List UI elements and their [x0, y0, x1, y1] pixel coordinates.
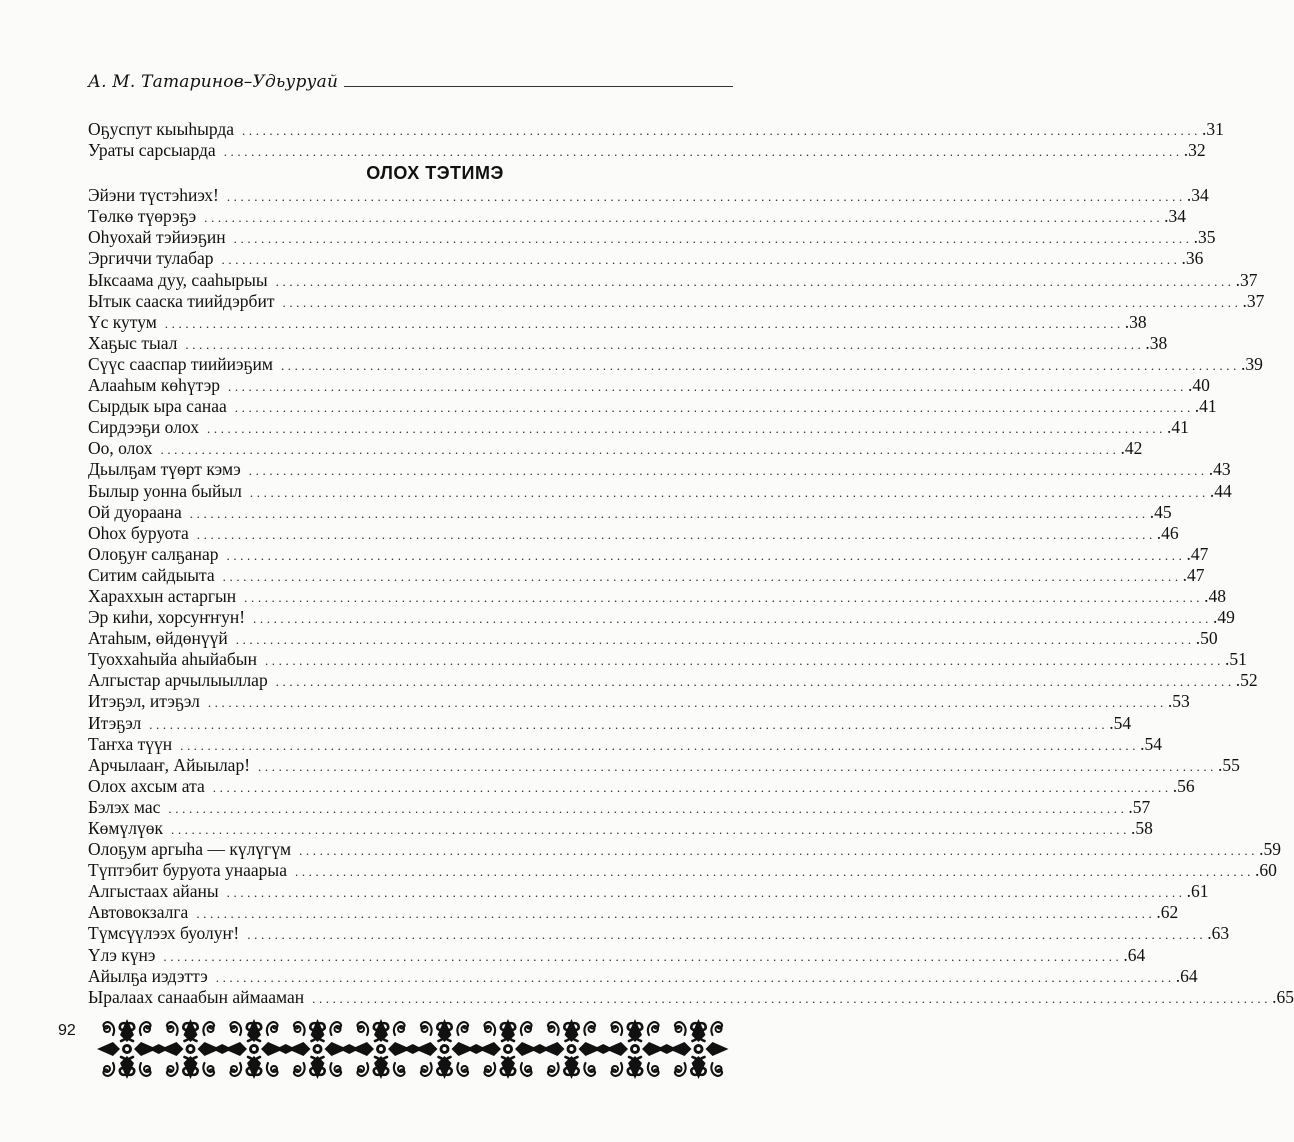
- toc-entry-page: .41: [1194, 396, 1217, 417]
- toc-entry-title: Ситим сайдыыта: [88, 564, 215, 585]
- ornament-motif: [97, 1019, 157, 1079]
- dot-leader: ............................................................................................................................................: [294, 864, 1254, 880]
- toc-entry-title: Ой дуораана: [88, 501, 182, 522]
- toc-entry: [88, 860, 1277, 881]
- toc-entry: [88, 818, 1153, 839]
- toc-entry-title: Былыр уонна быйыл: [88, 480, 242, 501]
- toc-entry-page: .34: [1186, 185, 1209, 206]
- toc-entry-page: .63: [1207, 923, 1230, 944]
- toc-entry-page: .42: [1120, 438, 1143, 459]
- toc-entry-page: .56: [1172, 775, 1195, 796]
- toc-entry-title: Таҥха түүн: [88, 733, 173, 754]
- toc-entry: [88, 881, 1209, 902]
- toc-entry-page: .38: [1124, 311, 1147, 332]
- toc-entry-title: Эргиччи тулабар: [88, 248, 214, 269]
- toc-entry-title: Ытык сааска тиийдэрбит: [88, 290, 275, 311]
- toc-entry-title: Оһуохай тэйиэҕин: [88, 227, 226, 248]
- toc-entry-page: .32: [1183, 140, 1206, 161]
- toc-entry-title: Сирдээҕи олох: [88, 417, 199, 438]
- toc-entry: [88, 607, 1235, 628]
- author-name: А. М. Татаринов–Удьуруай: [88, 72, 339, 92]
- dot-leader: ............................................................................................................................................: [227, 379, 1187, 395]
- toc-entry-title: Автовокзалга: [88, 902, 189, 923]
- dot-leader: ............................................................................................................................................: [275, 273, 1235, 289]
- toc-entry-title: Ыралаах санаабын аймааман: [88, 986, 305, 1007]
- toc-entry-page: .61: [1186, 881, 1209, 902]
- toc-entry: [88, 775, 1195, 797]
- toc-entry-title: Олоҕуҥ салҕанар: [88, 543, 219, 564]
- toc-entry-page: .54: [1140, 733, 1162, 754]
- toc-entry-title: Дьылҕам түөрт кэмэ: [88, 459, 241, 480]
- toc-entry-page: .65: [1272, 986, 1294, 1007]
- ornament-border: [95, 1014, 733, 1084]
- toc-entry-page: .47: [1186, 543, 1209, 564]
- toc-entry-title: Көмүлүөк: [88, 818, 163, 838]
- ornament-motif: [351, 1019, 411, 1079]
- toc-entry-title: Арчылааҥ, Айыылар!: [88, 754, 251, 775]
- toc-entry: [88, 375, 1210, 396]
- toc-entry-page: .40: [1187, 375, 1210, 396]
- toc-entry-page: .39: [1240, 353, 1263, 374]
- dot-leader: ............................................................................................................................................: [264, 653, 1224, 669]
- dot-leader: ............................................................................................................................................: [247, 927, 1207, 943]
- toc-entry-page: .43: [1208, 459, 1231, 480]
- toc-entry: [88, 543, 1209, 565]
- dot-leader: ............................................................................................................................................: [253, 611, 1213, 627]
- ornament-motif: [161, 1019, 221, 1079]
- dot-leader: ............................................................................................................................................: [226, 885, 1186, 901]
- toc-entry-page: .50: [1195, 628, 1218, 649]
- toc-entry: [88, 649, 1247, 670]
- toc-entry: [88, 839, 1281, 860]
- toc-entry: [88, 902, 1179, 923]
- toc-entry-title: Итэҕэл, итэҕэл: [88, 691, 200, 712]
- toc-entry: [88, 248, 1204, 269]
- dot-leader: ............................................................................................................................................: [275, 674, 1235, 690]
- toc-entry-page: .47: [1182, 564, 1205, 585]
- toc-entry: [88, 269, 1258, 291]
- toc-entry: [88, 712, 1132, 734]
- toc-entry-page: .48: [1204, 585, 1227, 606]
- toc-entry: [88, 796, 1151, 818]
- dot-leader: ............................................................................................................................................: [212, 779, 1172, 795]
- toc-entry-page: .59: [1259, 839, 1281, 860]
- dot-leader: ............................................................................................................................................: [196, 526, 1156, 542]
- toc-entry-page: .58: [1130, 818, 1153, 838]
- dot-leader: ............................................................................................................................................: [170, 822, 1130, 837]
- toc-entry-title: Төлкө түөрэҕэ: [88, 206, 197, 227]
- toc-entry-page: .37: [1235, 269, 1258, 290]
- toc-entry-title: Атаһым, өйдөнүүй: [88, 628, 228, 649]
- toc-entry-page: .55: [1218, 754, 1240, 775]
- dot-leader: ............................................................................................................................................: [207, 695, 1167, 711]
- header-rule: [344, 86, 733, 87]
- toc-entry-page: .34: [1164, 206, 1187, 227]
- dot-leader: ............................................................................................................................................: [164, 315, 1124, 331]
- toc-entry-page: .37: [1242, 290, 1265, 311]
- toc-entry-title: Оо, олох: [88, 438, 153, 459]
- toc-entry-title: Хаҕыс тыал: [88, 332, 178, 353]
- dot-leader: ............................................................................................................................................: [215, 969, 1175, 985]
- toc-entry: [88, 628, 1218, 649]
- toc-entry-title: Ыксаама дуу, сааһырыы: [88, 269, 268, 290]
- dot-leader: ............................................................................................................................................: [226, 547, 1186, 563]
- ornament-motif: [542, 1019, 602, 1079]
- toc-entry-title: Ураты сарсыарда: [88, 140, 216, 161]
- toc-entry-title: Хараххын астаргын: [88, 585, 237, 606]
- dot-leader: ............................................................................................................................................: [189, 505, 1149, 521]
- toc-entry-page: .38: [1145, 332, 1168, 353]
- toc-entry-page: .46: [1156, 522, 1179, 543]
- toc-entry: [88, 670, 1258, 691]
- dot-leader: ............................................................................................................................................: [160, 442, 1120, 458]
- toc-entry-page: .36: [1181, 248, 1204, 269]
- dot-leader: ............................................................................................................................................: [221, 252, 1181, 268]
- toc-entry: [88, 986, 1294, 1008]
- dot-leader: ............................................................................................................................................: [180, 737, 1140, 753]
- toc-entry: [88, 185, 1209, 206]
- dot-leader: ............................................................................................................................................: [299, 843, 1259, 859]
- toc-entry-title: Үс кутум: [88, 311, 157, 332]
- toc-entry-title: Эйэни түстэһиэх!: [88, 185, 219, 206]
- dot-leader: ............................................................................................................................................: [222, 568, 1182, 584]
- toc-entry-page: .54: [1109, 712, 1132, 733]
- toc-entry: [88, 459, 1231, 480]
- toc-entry: [88, 227, 1216, 248]
- toc-entry-title: Олоҕум аргыһа — күлүгүм: [88, 839, 292, 860]
- toc-entry-page: .57: [1128, 796, 1151, 817]
- dot-leader: ............................................................................................................................................: [244, 589, 1204, 605]
- toc-entry: [88, 332, 1168, 354]
- toc-entry: [88, 119, 1224, 140]
- toc-entry: [88, 480, 1232, 502]
- toc-entry-title: Оҕуспут кыыһырда: [88, 119, 235, 139]
- toc-entry-title: Олох ахсым ата: [88, 775, 205, 796]
- toc-entry-title: Туоххаһыйа аһыйабын: [88, 649, 257, 670]
- toc-entry-page: .49: [1213, 607, 1235, 628]
- toc-entry: [88, 965, 1198, 987]
- toc-entry: [88, 311, 1147, 333]
- toc-entry: [88, 438, 1143, 459]
- toc-entry: [88, 944, 1146, 966]
- dot-leader: ............................................................................................................................................: [249, 484, 1209, 500]
- toc-entry: [88, 501, 1172, 523]
- dot-leader: ............................................................................................................................................: [204, 210, 1164, 226]
- toc-entry-title: Итэҕэл: [88, 712, 142, 733]
- toc-entry: [88, 396, 1217, 417]
- toc-entry: [88, 140, 1206, 161]
- toc-entry-page: .60: [1254, 860, 1277, 881]
- ornament-motif: [288, 1019, 348, 1079]
- toc-entry-page: .62: [1156, 902, 1179, 923]
- toc-entry: [88, 522, 1179, 544]
- ornament-motif: [478, 1019, 538, 1079]
- toc-entry-title: Алгыстар арчылыыллар: [88, 670, 268, 691]
- ornament-motif: [224, 1019, 284, 1079]
- dot-leader: ............................................................................................................................................: [168, 800, 1128, 816]
- toc-entry: [88, 206, 1187, 227]
- section-title: ОЛОХ ТЭТИМЭ: [366, 163, 504, 184]
- toc-entry-title: Сырдык ыра санаа: [88, 396, 227, 417]
- toc-entry: [88, 754, 1240, 776]
- toc-entry: [88, 585, 1227, 607]
- toc-entry: [88, 733, 1162, 755]
- dot-leader: ............................................................................................................................................: [207, 421, 1166, 437]
- toc-entry-page: .64: [1123, 944, 1146, 965]
- dot-leader: ............................................................................................................................................: [149, 716, 1109, 732]
- toc-entry-title: Айылҕа иэдэттэ: [88, 965, 208, 986]
- dot-leader: ............................................................................................................................................: [248, 463, 1208, 479]
- dot-leader: ............................................................................................................................................: [280, 357, 1240, 373]
- dot-leader: ............................................................................................................................................: [163, 948, 1123, 964]
- toc-entry-page: .64: [1175, 965, 1198, 986]
- dot-leader: ............................................................................................................................................: [233, 231, 1193, 247]
- toc-entry-page: .52: [1235, 670, 1258, 691]
- toc-entry-page: .53: [1167, 691, 1190, 712]
- toc-entry: [88, 564, 1205, 586]
- ornament-motif: [415, 1019, 475, 1079]
- dot-leader: ............................................................................................................................................: [282, 294, 1242, 310]
- toc-entry-page: .45: [1149, 501, 1172, 522]
- toc-entry-page: .44: [1209, 480, 1232, 501]
- dot-leader: ............................................................................................................................................: [258, 758, 1218, 774]
- ornament-motif: [605, 1019, 665, 1079]
- toc-entry-page: .35: [1193, 227, 1216, 248]
- table-of-contents: [88, 119, 1294, 1008]
- ornament-motif: [669, 1019, 729, 1079]
- toc-entry-title: Оһох буруота: [88, 522, 189, 543]
- dot-leader: ............................................................................................................................................: [235, 632, 1195, 648]
- dot-leader: ............................................................................................................................................: [223, 144, 1183, 160]
- toc-entry: [88, 353, 1263, 375]
- toc-entry-page: .41: [1167, 417, 1189, 438]
- toc-entry: [88, 923, 1230, 944]
- dot-leader: ............................................................................................................................................: [312, 990, 1272, 1006]
- toc-entry: [88, 290, 1265, 312]
- toc-entry-page: .51: [1224, 649, 1247, 670]
- toc-entry-title: Алгыстаах айаны: [88, 881, 219, 902]
- dot-leader: ............................................................................................................................................: [242, 123, 1202, 138]
- toc-entry-title: Түмсүүлээх буолуҥ!: [88, 923, 240, 944]
- toc-entry-title: Үлэ күнэ: [88, 944, 156, 965]
- toc-entry-page: .31: [1202, 119, 1224, 139]
- toc-entry-title: Сүүс сааспар тиийиэҕим: [88, 353, 273, 374]
- toc-entry: [88, 691, 1190, 712]
- toc-entry: [88, 417, 1189, 438]
- dot-leader: ............................................................................................................................................: [234, 400, 1194, 416]
- toc-entry-title: Алааһым көһүтэр: [88, 375, 220, 396]
- toc-entry-title: Эр киһи, хорсуҥҥун!: [88, 607, 246, 628]
- dot-leader: ............................................................................................................................................: [185, 336, 1145, 352]
- toc-entry-title: Түптэбит буруота унаарыа: [88, 860, 287, 881]
- running-header: [88, 62, 733, 92]
- dot-leader: ............................................................................................................................................: [196, 906, 1156, 922]
- page-number: 92: [58, 1022, 76, 1039]
- toc-entry-title: Бэлэх мас: [88, 796, 161, 817]
- dot-leader: ............................................................................................................................................: [226, 189, 1186, 205]
